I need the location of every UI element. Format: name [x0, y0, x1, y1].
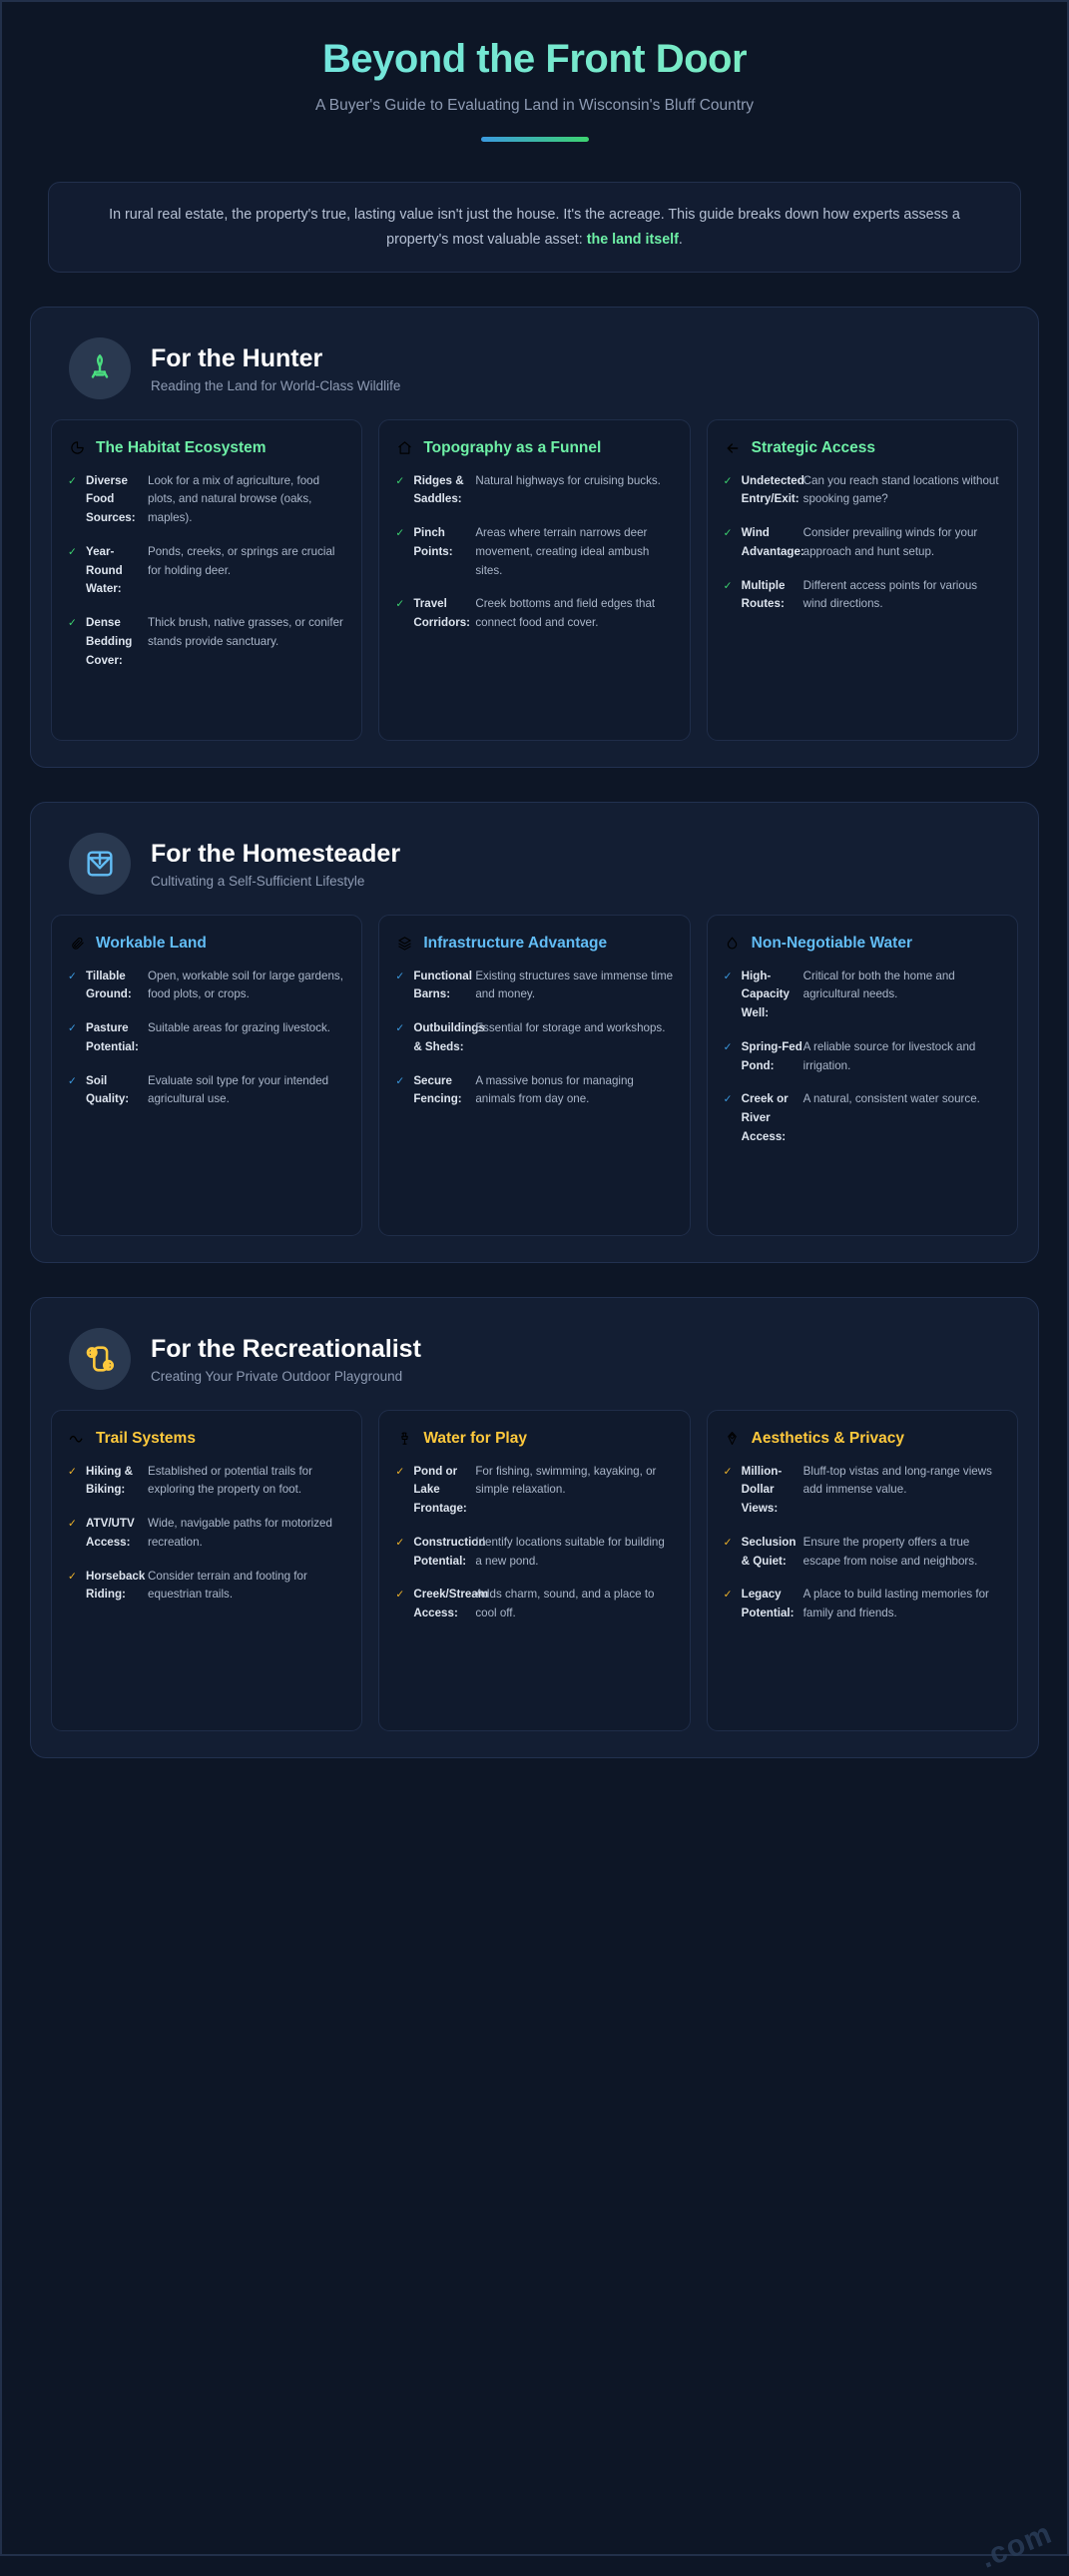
game-controller-icon-badge	[69, 1328, 131, 1390]
page-header	[2, 2, 1067, 150]
card-title: Workable Land	[96, 935, 207, 953]
bullet-description: Existing structures save immense time and money.	[475, 968, 674, 1001]
bullet-description: Look for a mix of agriculture, food plots, and natural browse (oaks, maples).	[148, 473, 320, 525]
bullet-item	[395, 524, 673, 580]
section-title-group	[151, 839, 400, 889]
bullet-body	[86, 967, 345, 1005]
bullet-label: Construction Potential:	[413, 1535, 486, 1568]
bullet-label: High-Capacity Well:	[741, 968, 790, 1020]
wave-icon	[68, 1430, 86, 1448]
bullet-item	[724, 472, 1001, 510]
intro-text-before: In rural real estate, the property's true, lasting value isn't just the house. It's the acreage. This guide breaks down how experts assess a property's most valuable asset:	[109, 207, 960, 248]
bullet-item	[395, 967, 673, 1005]
check-icon: ✓	[68, 617, 77, 630]
bullet-label: Legacy Potential:	[741, 1588, 795, 1620]
bullet-item	[395, 472, 673, 510]
bullet-label: Spring-Fed Pond:	[741, 1039, 802, 1072]
check-icon: ✓	[68, 1465, 77, 1478]
bullet-item	[68, 1463, 345, 1501]
bullet-label: Functional Barns:	[413, 968, 472, 1001]
arrow-left-icon	[724, 439, 742, 457]
bullet-item	[68, 1019, 345, 1057]
section-title: For the Recreationalist	[151, 1335, 421, 1364]
check-icon: ✓	[395, 474, 405, 487]
bullet-description: Can you reach stand locations without spooking game?	[802, 473, 999, 506]
bullet-label: Ridges & Saddles:	[413, 473, 464, 506]
check-icon: ✓	[723, 1536, 733, 1549]
card-header	[68, 934, 345, 953]
bullet-item	[68, 614, 345, 670]
bullet-list	[68, 472, 345, 671]
check-icon: ✓	[68, 545, 77, 558]
card-grid-recreationalist	[51, 1410, 1018, 1731]
bullet-description: A massive bonus for managing animals from day one.	[475, 1073, 634, 1106]
card	[378, 915, 690, 1236]
bullet-label: Million-Dollar Views:	[741, 1464, 783, 1516]
bullet-item	[395, 1534, 673, 1572]
section-recreationalist	[30, 1297, 1039, 1758]
bullet-label: Outbuildings & Sheds:	[413, 1021, 485, 1053]
game-controller-icon	[83, 1342, 117, 1376]
bullet-item	[724, 1038, 1001, 1076]
bullet-label: Tillable Ground:	[86, 968, 132, 1001]
bullet-item	[395, 1072, 673, 1110]
accent-divider	[481, 137, 589, 142]
section-title-group	[151, 1334, 421, 1384]
bullet-label: Travel Corridors:	[413, 597, 471, 630]
barn-icon-badge	[69, 833, 131, 895]
check-icon: ✓	[395, 1465, 405, 1478]
check-icon: ✓	[723, 474, 733, 487]
check-icon: ✓	[68, 1022, 77, 1035]
bullet-item	[68, 472, 345, 528]
bullet-body	[742, 967, 1001, 1023]
bullet-body	[86, 614, 345, 670]
bullet-body	[742, 524, 1001, 562]
bullet-list	[395, 472, 673, 633]
bullet-body	[86, 1072, 345, 1110]
bullet-list	[395, 967, 673, 1110]
bullet-description: Identify locations suitable for building a new pond.	[475, 1535, 665, 1568]
check-icon: ✓	[723, 1093, 733, 1106]
bullet-description: Adds charm, sound, and a place to cool off.	[475, 1588, 655, 1620]
bullet-description: Natural highways for cruising bucks.	[475, 473, 661, 487]
card-header	[724, 934, 1001, 953]
card-grid-homesteader	[51, 915, 1018, 1236]
bullet-body	[742, 1534, 1001, 1572]
section-hunter	[30, 307, 1039, 768]
bullet-body	[742, 1038, 1001, 1076]
bullet-body	[413, 1019, 673, 1057]
bullet-body	[742, 1586, 1001, 1623]
card-header	[68, 438, 345, 457]
section-subtitle: Cultivating a Self-Sufficient Lifestyle	[151, 874, 365, 890]
bullet-body	[413, 1534, 673, 1572]
section-subtitle: Reading the Land for World-Class Wildlife	[151, 378, 401, 394]
bullet-item	[724, 1090, 1001, 1146]
bullet-label: Dense Bedding Cover:	[86, 616, 133, 667]
bullet-body	[413, 595, 673, 633]
section-subtitle: Creating Your Private Outdoor Playground	[151, 1369, 403, 1385]
bullet-item	[724, 1586, 1001, 1623]
card-title: Topography as a Funnel	[423, 439, 602, 457]
check-icon: ✓	[723, 527, 733, 540]
check-icon: ✓	[68, 1570, 77, 1583]
bullet-label: Creek or River Access:	[741, 1092, 789, 1144]
card-header	[395, 438, 673, 457]
bullet-item	[68, 1072, 345, 1110]
bullet-description: Consider prevailing winds for your approach and hunt setup.	[802, 526, 978, 558]
card	[378, 1410, 690, 1731]
bullet-description: A natural, consistent water source.	[802, 1092, 980, 1106]
bullet-item	[68, 967, 345, 1005]
water-drop-icon	[724, 935, 742, 953]
bullet-label: Pond or Lake Frontage:	[413, 1464, 467, 1516]
card-header	[395, 934, 673, 953]
bullet-list	[724, 472, 1001, 615]
layers-icon	[395, 935, 413, 953]
card-title: Non-Negotiable Water	[751, 935, 912, 953]
bullet-body	[413, 1586, 673, 1623]
section-homesteader	[30, 802, 1039, 1263]
card-title: The Habitat Ecosystem	[96, 439, 267, 457]
bullet-description: Essential for storage and workshops.	[475, 1021, 666, 1035]
bullet-item	[395, 1586, 673, 1623]
bullet-description: Wide, navigable paths for motorized recreation.	[148, 1517, 332, 1549]
intro-callout	[48, 182, 1021, 273]
section-title: For the Homesteader	[151, 840, 401, 869]
bullet-label: Soil Quality:	[86, 1073, 130, 1106]
bullet-label: Multiple Routes:	[741, 578, 786, 611]
pie-chart-icon	[68, 439, 86, 457]
bullet-description: A place to build lasting memories for family and friends.	[802, 1588, 989, 1620]
section-header-recreationalist	[51, 1320, 1018, 1410]
bottom-spacer	[2, 1758, 1067, 1818]
bullet-label: Wind Advantage:	[741, 526, 804, 558]
bullet-list	[68, 967, 345, 1110]
card-grid-hunter	[51, 419, 1018, 741]
check-icon: ✓	[395, 527, 405, 540]
bullet-body	[742, 1463, 1001, 1519]
check-icon: ✓	[395, 969, 405, 982]
bullet-description: Thick brush, native grasses, or conifer stands provide sanctuary.	[148, 616, 343, 649]
bullet-body	[742, 577, 1001, 615]
card	[707, 1410, 1018, 1731]
card-title: Water for Play	[423, 1430, 527, 1448]
card-title: Strategic Access	[751, 439, 876, 457]
bullet-item	[68, 1515, 345, 1553]
bullet-body	[86, 543, 345, 599]
bullet-body	[413, 472, 673, 510]
bullet-body	[742, 1090, 1001, 1146]
check-icon: ✓	[68, 474, 77, 487]
card	[707, 419, 1018, 741]
check-icon: ✓	[68, 969, 77, 982]
bullet-description: Suitable areas for grazing livestock.	[148, 1021, 331, 1035]
deer-icon	[83, 351, 117, 385]
paperclip-icon	[68, 935, 86, 953]
section-header-homesteader	[51, 825, 1018, 915]
bullet-body	[86, 1019, 345, 1057]
check-icon: ✓	[395, 1074, 405, 1087]
card-header	[68, 1429, 345, 1448]
watermark: .com	[975, 2516, 1057, 2575]
bullet-item	[724, 1463, 1001, 1519]
card	[707, 915, 1018, 1236]
bullet-body	[86, 1515, 345, 1553]
page-subtitle: A Buyer's Guide to Evaluating Land in Wisconsin's Bluff Country	[314, 97, 754, 115]
home-icon	[395, 439, 413, 457]
bullet-body	[413, 1463, 673, 1519]
bullet-description: Areas where terrain narrows deer movement, creating ideal ambush sites.	[475, 526, 650, 577]
bullet-description: Consider terrain and footing for equestrian trails.	[148, 1569, 307, 1602]
barn-icon	[83, 847, 117, 881]
check-icon: ✓	[68, 1074, 77, 1087]
card	[51, 1410, 362, 1731]
bullet-description: Different access points for various wind directions.	[802, 578, 978, 611]
card-title: Trail Systems	[96, 1430, 196, 1448]
intro-highlight: the land itself	[586, 231, 679, 248]
bullet-item	[395, 1019, 673, 1057]
bullet-label: Seclusion & Quiet:	[741, 1535, 797, 1568]
bullet-label: ATV/UTV Access:	[86, 1517, 135, 1549]
bullet-label: Undetected Entry/Exit:	[741, 473, 804, 506]
card-title: Infrastructure Advantage	[423, 935, 608, 953]
check-icon: ✓	[723, 1589, 733, 1602]
bullet-item	[724, 967, 1001, 1023]
bullet-list	[395, 1463, 673, 1623]
bullet-item	[68, 1568, 345, 1606]
bullet-body	[413, 1072, 673, 1110]
bullet-description: Ponds, creeks, or springs are crucial for holding deer.	[148, 544, 335, 577]
diamond-icon	[724, 1430, 742, 1448]
card-header	[724, 438, 1001, 457]
intro-text	[79, 203, 990, 252]
bullet-body	[86, 1463, 345, 1501]
bullet-body	[742, 472, 1001, 510]
bullet-label: Horseback Riding:	[86, 1569, 146, 1602]
fish-icon	[395, 1430, 413, 1448]
bullet-description: Bluff-top vistas and long-range views add immense value.	[802, 1464, 992, 1497]
bullet-description: Open, workable soil for large gardens, food plots, or crops.	[148, 968, 343, 1001]
page-title: Beyond the Front Door	[22, 36, 1047, 83]
bullet-label: Pinch Points:	[413, 526, 453, 558]
card-header	[395, 1429, 673, 1448]
bullet-body	[86, 472, 345, 528]
check-icon: ✓	[395, 1589, 405, 1602]
bullet-label: Pasture Potential:	[86, 1021, 139, 1053]
card	[51, 419, 362, 741]
intro-text-after: .	[678, 231, 683, 248]
check-icon: ✓	[395, 598, 405, 611]
sections-container	[2, 307, 1067, 1758]
bullet-description: Evaluate soil type for your intended agricultural use.	[148, 1073, 329, 1106]
check-icon: ✓	[395, 1536, 405, 1549]
check-icon: ✓	[723, 579, 733, 592]
bullet-item	[724, 577, 1001, 615]
card	[378, 419, 690, 741]
check-icon: ✓	[723, 1040, 733, 1053]
card-header	[724, 1429, 1001, 1448]
bullet-body	[413, 967, 673, 1005]
bullet-label: Secure Fencing:	[413, 1073, 462, 1106]
bullet-list	[68, 1463, 345, 1606]
check-icon: ✓	[723, 969, 733, 982]
bullet-item	[68, 543, 345, 599]
check-icon: ✓	[395, 1022, 405, 1035]
deer-icon-badge	[69, 337, 131, 399]
bullet-description: A reliable source for livestock and irrigation.	[802, 1039, 976, 1072]
bullet-list	[724, 967, 1001, 1147]
bullet-item	[724, 1534, 1001, 1572]
bullet-description: For fishing, swimming, kayaking, or simple relaxation.	[475, 1464, 657, 1497]
bullet-description: Established or potential trails for exploring the property on foot.	[148, 1464, 312, 1497]
bullet-body	[413, 524, 673, 580]
bullet-label: Diverse Food Sources:	[86, 473, 136, 525]
bullet-label: Year-Round Water:	[86, 544, 123, 596]
bullet-description: Critical for both the home and agricultural needs.	[802, 968, 955, 1001]
check-icon: ✓	[723, 1465, 733, 1478]
bullet-label: Creek/Stream Access:	[413, 1588, 489, 1620]
bullet-list	[724, 1463, 1001, 1623]
bullet-item	[724, 524, 1001, 562]
card-title: Aesthetics & Privacy	[751, 1430, 905, 1448]
section-title-group	[151, 343, 400, 393]
bullet-label: Hiking & Biking:	[86, 1464, 134, 1497]
section-title: For the Hunter	[151, 344, 323, 373]
bullet-description: Ensure the property offers a true escape from noise and neighbors.	[802, 1535, 978, 1568]
bullet-body	[86, 1568, 345, 1606]
card	[51, 915, 362, 1236]
check-icon: ✓	[68, 1518, 77, 1531]
bullet-description: Creek bottoms and field edges that connect food and cover.	[475, 597, 656, 630]
bullet-item	[395, 595, 673, 633]
section-header-hunter	[51, 329, 1018, 419]
bullet-item	[395, 1463, 673, 1519]
